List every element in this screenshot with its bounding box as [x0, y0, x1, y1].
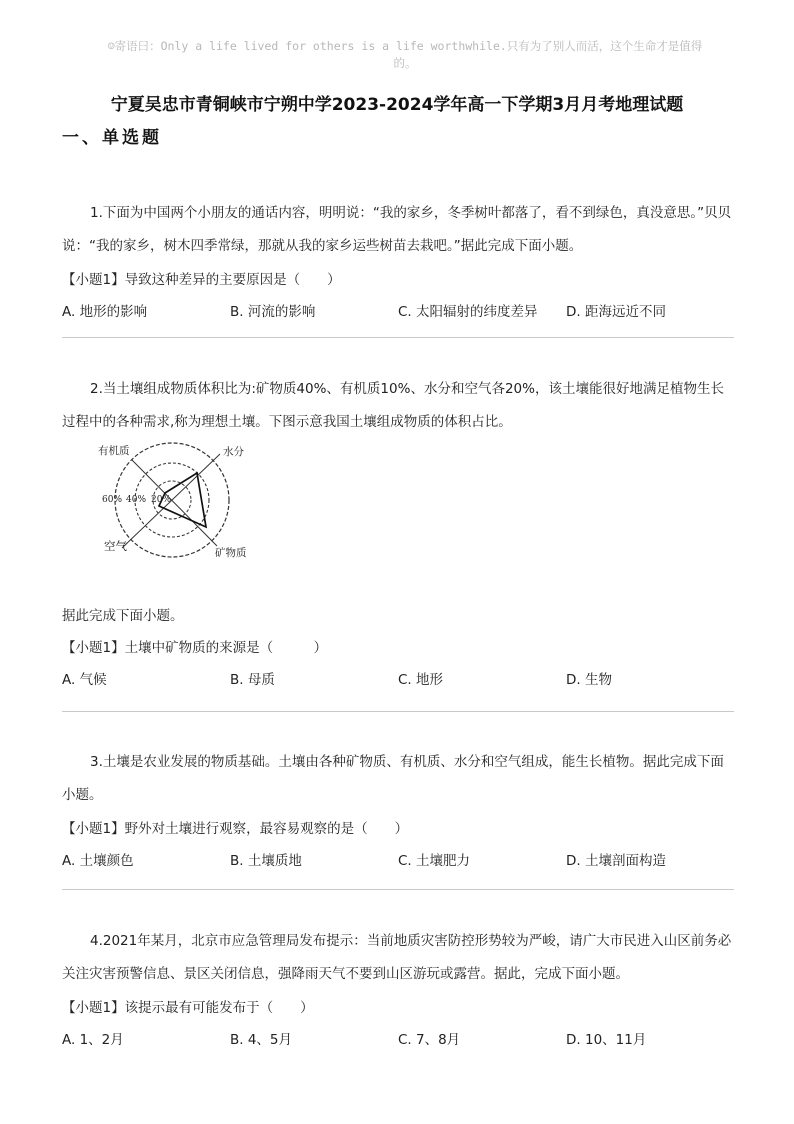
option-b[interactable]: B. 河流的影响: [230, 304, 316, 320]
subquestion-prompt: 【小题1】野外对土壤进行观察，最容易观察的是（ ）: [62, 821, 409, 837]
question-2: [62, 373, 734, 439]
option-b[interactable]: B. 4、5月: [230, 1032, 293, 1048]
label-ring-40: 40%: [126, 495, 147, 505]
option-b[interactable]: B. 土壤质地: [230, 853, 302, 869]
question-stem: 2.当土壤组成物质体积比为:矿物质40%、有机质10%、水分和空气各20%，该土壤能很好地满足植物生长过程中的各种需求,称为理想土壤。下图示意我国土壤组成物质的体积占比。: [62, 381, 724, 430]
question-4: [62, 925, 734, 1050]
question-stem: 3.土壤是农业发展的物质基础。土壤由各种矿物质、有机质、水分和空气组成，能生长植物。据此完成下面小题。: [62, 754, 724, 803]
option-row: [62, 302, 734, 322]
option-d[interactable]: D. 10、11月: [566, 1032, 647, 1048]
option-b[interactable]: B. 母质: [230, 672, 275, 688]
subquestion-prompt: 【小题1】该提示最有可能发布于（ ）: [62, 1000, 314, 1016]
label-organic: 有机质: [98, 445, 130, 457]
option-d[interactable]: D. 生物: [566, 672, 612, 688]
motto-line-2: 的。: [393, 56, 417, 70]
label-ring-60: 60%: [102, 495, 123, 505]
option-a[interactable]: A. 气候: [62, 672, 107, 688]
option-row: [62, 851, 734, 871]
option-d[interactable]: D. 距海远近不同: [566, 304, 666, 320]
label-water: 水分: [223, 446, 244, 458]
subquestion-prompt: 【小题1】导致这种差异的主要原因是（ ）: [62, 272, 341, 288]
soil-composition-figure: [94, 440, 264, 568]
option-c[interactable]: C. 土壤肥力: [398, 853, 471, 869]
option-d[interactable]: D. 土壤剖面构造: [566, 853, 666, 869]
option-c[interactable]: C. 地形: [398, 672, 444, 688]
header-motto: [60, 38, 750, 72]
option-a[interactable]: A. 地形的影响: [62, 304, 148, 320]
label-mineral: 矿物质: [215, 547, 247, 559]
label-air: 空气: [104, 539, 127, 553]
question-3: [62, 746, 734, 871]
question-1: [62, 197, 734, 322]
option-c[interactable]: C. 太阳辐射的纬度差异: [398, 304, 538, 320]
document-title: 宁夏吴忠市青铜峡市宁朔中学2023-2024学年高一下学期3月月考地理试题: [110, 95, 684, 115]
option-c[interactable]: C. 7、8月: [398, 1032, 461, 1048]
label-ring-20: 20%: [151, 495, 172, 505]
question-divider: [62, 337, 734, 338]
subquestion-prompt: 【小题1】土壤中矿物质的来源是（ ）: [62, 640, 328, 656]
question-instruction: 据此完成下面小题。: [62, 608, 184, 624]
question-2-continued: [62, 606, 734, 690]
option-a[interactable]: A. 土壤颜色: [62, 853, 134, 869]
option-row: [62, 1030, 734, 1050]
section-heading: 一、单选题: [62, 128, 162, 148]
motto-line-1: ☺寄语曰：Only a life lived for others is a life worthwhile.只有为了别人而活，这个生命才是值得: [107, 39, 703, 53]
question-stem: 1.下面为中国两个小朋友的通话内容，明明说：“我的家乡，冬季树叶都落了，看不到绿色，真没意思。”贝贝说：“我的家乡，树木四季常绿，那就从我的家乡运些树苗去栽吧。”据此完成下面小题。: [62, 205, 732, 254]
question-stem: 4.2021年某月，北京市应急管理局发布提示：当前地质灾害防控形势较为严峻，请广大市民进入山区前务必关注灾害预警信息、景区关闭信息，强降雨天气不要到山区游玩或露营。据此，完成下面小题。: [62, 933, 732, 982]
question-divider: [62, 711, 734, 712]
option-a[interactable]: A. 1、2月: [62, 1032, 124, 1048]
question-divider: [62, 889, 734, 890]
option-row: [62, 670, 734, 690]
